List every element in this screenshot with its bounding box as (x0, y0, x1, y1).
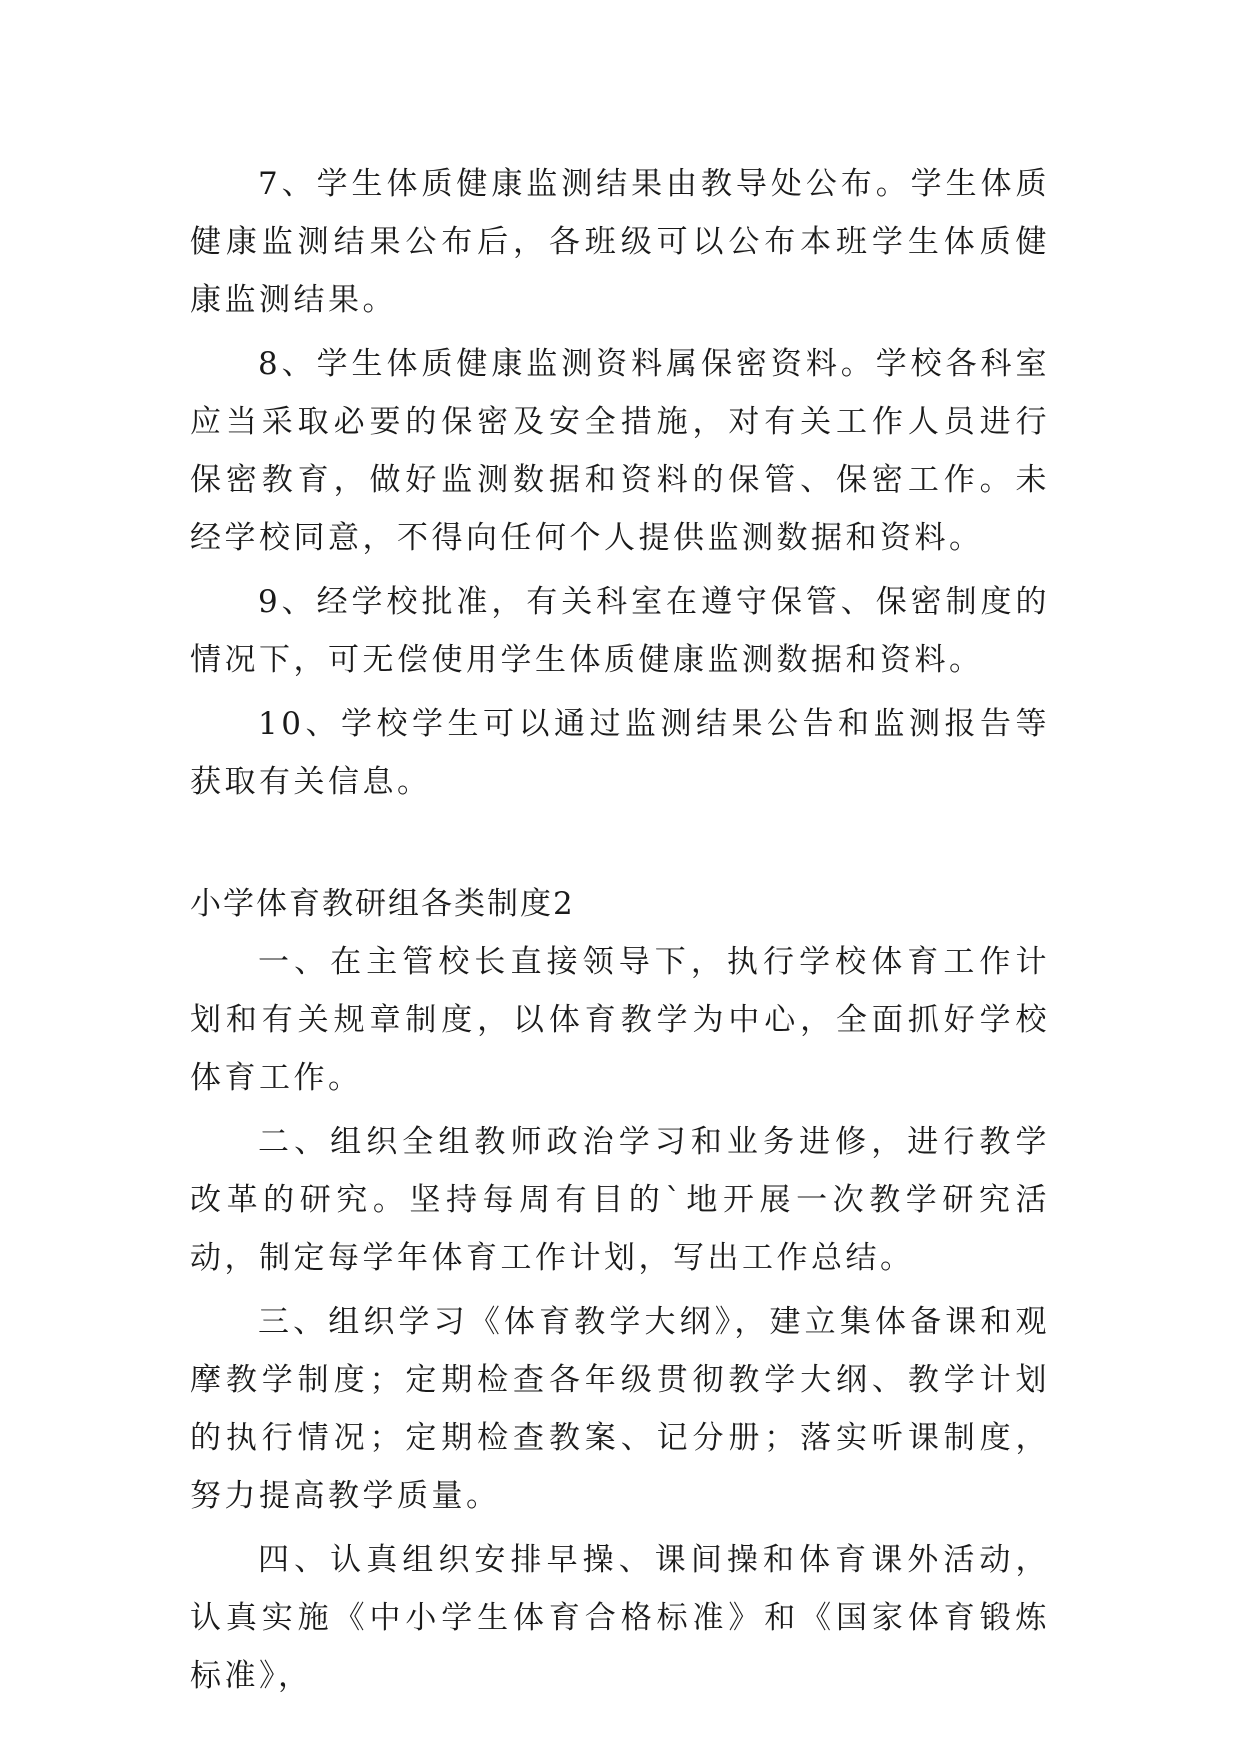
section-paragraph-4: 四、认真组织安排早操、课间操和体育课外活动，认真实施《中小学生体育合格标准》和《国家体育锻炼标准》， (190, 1542, 1050, 1694)
paragraph-item-8: 8、学生体质健康监测资料属保密资料。学校各科室应当采取必要的保密及安全措施，对有关工作人员进行保密教育，做好监测数据和资料的保管、保密工作。未经学校同意，不得向任何个人提供监测数据和资料。 (190, 346, 1050, 556)
section-paragraph-2: 二、组织全组教师政治学习和业务进修，进行教学改革的研究。坚持每周有目的`地开展一次教学研究活动，制定每学年体育工作计划，写出工作总结。 (190, 1124, 1050, 1276)
section-paragraph-3: 三、组织学习《体育教学大纲》，建立集体备课和观摩教学制度；定期检查各年级贯彻教学大纲、教学计划的执行情况；定期检查教案、记分册；落实听课制度，努力提高教学质量。 (190, 1304, 1050, 1514)
paragraph-item-9: 9、经学校批准，有关科室在遵守保管、保密制度的情况下，可无偿使用学生体质健康监测数据和资料。 (190, 584, 1050, 678)
document-page (190, 155, 1050, 1705)
paragraph-item-10: 10、学校学生可以通过监测结果公告和监测报告等获取有关信息。 (190, 706, 1050, 800)
paragraph-item-7: 7、学生体质健康监测结果由教导处公布。学生体质健康监测结果公布后，各班级可以公布本班学生体质健康监测结果。 (190, 166, 1050, 318)
section-paragraph-1: 一、在主管校长直接领导下，执行学校体育工作计划和有关规章制度，以体育教学为中心，全面抓好学校体育工作。 (190, 944, 1050, 1096)
section-title: 小学体育教研组各类制度2 (190, 886, 575, 922)
